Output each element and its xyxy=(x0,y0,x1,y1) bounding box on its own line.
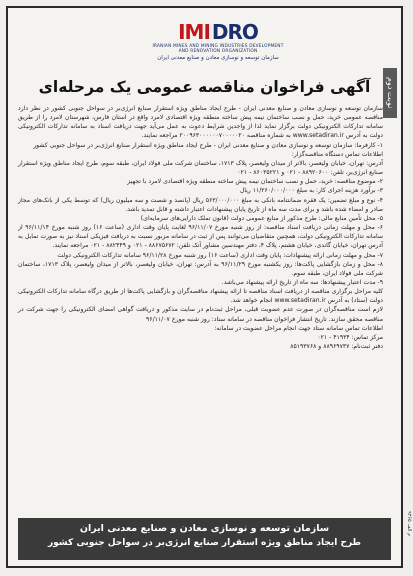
contact-address: آدرس: تهران، خیابان ولیعصر، بالاتر از میدان ولیعصر، پلاک ۱۷۱۳، ساختمان شرکت ملی فولاد ایران، طبقه سوم، طرح ایجاد مناطق ویژه استقرار صنایع انرژی‌بر، تلفن: ۸۸۹۲۰۶۰۰ - ۰۲۱ و ۸۶۰۳۵۲۲۱ - ۰۲۱ xyxy=(18,159,383,177)
announcement-body xyxy=(18,104,383,522)
clause-cost-estimate: ۳- برآورد هزینه اجرای کار: به مبلغ ۱۱/۲۶۰/۰۰۰/۰۰۰ ریال xyxy=(239,187,383,195)
clause-guarantee: ۴- نوع و مبلغ تضمین: یک فقره ضمانتنامه بانکی به مبلغ ۵۶۳/۰۰۰/۰۰۰ ریال (پانصد و شصت و سه میلیون ریال) که توسط یکی از بانک‌های مجاز صادر و امضاء شده باشد و برای مدت سه ماه از تاریخ پایان پیشنهادات اعتبار داشته و قابل تمدید باشد. xyxy=(18,196,383,213)
publication-round-badge: نوبت دوم xyxy=(383,68,397,118)
logo-mark xyxy=(148,20,288,44)
logo-imi-text: IMI xyxy=(178,20,210,44)
registration-note: لازم است مناقصه‌گران در صورت عدم عضویت قبلی، مراحل ثبت‌نام در سایت مذکور و دریافت گواهی امضای الکترونیکی را جهت شرکت در مناقصه محقق سازند. تاریخ انتشار فراخوان مناقصه در سامانه ستاد: روز شنبه مورخ ۹۶/۱۱/۰۷ xyxy=(18,306,383,323)
clause-employer: ۱- کارفرما: سازمان توسعه و نوسازی معادن و صنایع معدنی ایران - طرح ایجاد مناطق ویژه استقرار صنایع انرژی‌بر در سواحل جنوبی کشور xyxy=(33,141,383,149)
portal-note: کلیه مراحل برگزاری مناقصه از دریافت اسناد مناقصه تا ارائه پیشنهاد مناقصه‌گران و بازگشایی پاکت‌ها از طریق درگاه سامانه تدارکات الکترونیکی دولت (ستاد) به آدرس www.setadiran.ir انجام خواهد شد. xyxy=(18,288,383,305)
contact-heading: اطلاعات تماس دستگاه مناقصه‌گزار: xyxy=(291,150,383,158)
organization-logo xyxy=(148,20,288,70)
footer-project: طرح ایجاد مناطق ویژه استقرار صنایع انرژی‌بر در سواحل جنوبی کشور xyxy=(47,538,362,548)
registration-office: دفتر ثبت‌نام: ۸۸۹۶۹۷۳۷ و ۸۵۱۹۳۷۶۸ xyxy=(290,343,383,351)
intro-paragraph: سازمان توسعه و نوسازی معادن و صنایع معدنی ایران - طرح ایجاد مناطق ویژه استقرار صنایع انرژی‌بر در سواحل جنوبی کشور در نظر دارد مناقصه عمومی خرید، حمل و نصب ساختمان نیمه پیش ساخته منطقه ویژه اقتصادی لامرد واقع در استان فارس، شهرستان لامرد را از طریق سامانه تدارکات الکترونیکی دولت برگزار نماید لذا از واجدین شرایط دعوت به عمل می‌آید جهت دریافت اسناد به سامانه تدارکات الکترونیکی دولت به آدرس www.setadiran.ir به شماره مناقصه ۲۰۰۹۶۳۰۰۰۰۰۰۷۰۰۰۰۰۲۰ مراجعه نمایند. xyxy=(18,105,383,140)
footer-organization: سازمان توسعه و نوسازی معادن و صنایع معدنی ایران xyxy=(79,523,330,534)
clause-validity: ۹- مدت اعتبار پیشنهادها: سه ماه از تاریخ ارائه پیشنهاد می‌باشد. xyxy=(221,278,383,286)
logo-english-line-2: AND RENOVATION ORGANIZATION xyxy=(178,49,258,54)
clause-submission: ۷- محل و مهلت زمانی ارائه پیشنهادات: پایان وقت اداری (ساعت ۱۶) روز شنبه مورخ ۹۶/۱۱/۲۸ سامانه تدارکات الکترونیکی دولت xyxy=(57,251,383,259)
ad-code: م الف ۹۳۶۵ xyxy=(406,510,412,536)
clause-funding: ۵- محل تأمین منابع مالی: طرح مذکور از منابع عمومی دولت (قانون تملک دارایی‌های سرمایه‌ای) xyxy=(140,214,383,222)
call-center: مرکز تماس: ۴۱۹۳۴ - ۰۲۱ xyxy=(317,333,383,341)
logo-persian-name: سازمان توسعه و نوسازی معادن و صنایع معدنی ایران xyxy=(157,55,279,61)
clause-opening: ۸- محل و زمان بازگشایی پاکت‌ها: روز یکشنبه مورخ ۹۶/۱۱/۲۹ به آدرس: تهران، خیابان ولیعصر، بالاتر از میدان ولیعصر، پلاک ۱۷۱۳، ساختمان شرکت ملی فولاد ایران، طبقه سوم. xyxy=(18,260,384,277)
logo-dro-text: DRO xyxy=(211,20,258,44)
announcement-title: آگهی فراخوان مناقصه عمومی یک مرحله‌ای xyxy=(38,78,371,96)
clause-documents: ۶- محل و مهلت زمانی دریافت اسناد مناقصه: از روز شنبه مورخ ۹۶/۱۱/۰۷ لغایت پایان وقت اداری (ساعت ۱۶) روز شنبه مورخ ۹۶/۱۱/۱۴ از سامانه تدارکات الکترونیکی دولت، همچنین متقاضیان می‌توانند پس از ثبت در سامانه مزبور نسبت به دریافت فیزیکی اسناد نیز به صورت تمایل به آدرس تهران، خیابان گاندی، خیابان هشتم، پلاک ۴، دفتر مهندسین مشاور آتک تلفن: ۸۸۶۷۵۶۷۲ - ۰۲۱ و ۸۸۲۴۴۹ - ۰۲۱ مراجعه نمایند. xyxy=(18,224,383,250)
clause-subject: ۲- موضوع مناقصه: خرید، حمل و نصب ساختمان نیمه پیش ساخته منطقه ویژه اقتصادی لامرد با تجهیز xyxy=(127,178,383,186)
footer-banner xyxy=(18,518,391,560)
portal-contact-heading: اطلاعات تماس سامانه ستاد جهت انجام مراحل عضویت در سامانه: xyxy=(214,324,383,332)
logo-english-line-1: IRANIAN MINES AND MINING INDUSTRIES DEVELOPMENT xyxy=(152,44,284,49)
announcement-frame xyxy=(6,6,403,568)
